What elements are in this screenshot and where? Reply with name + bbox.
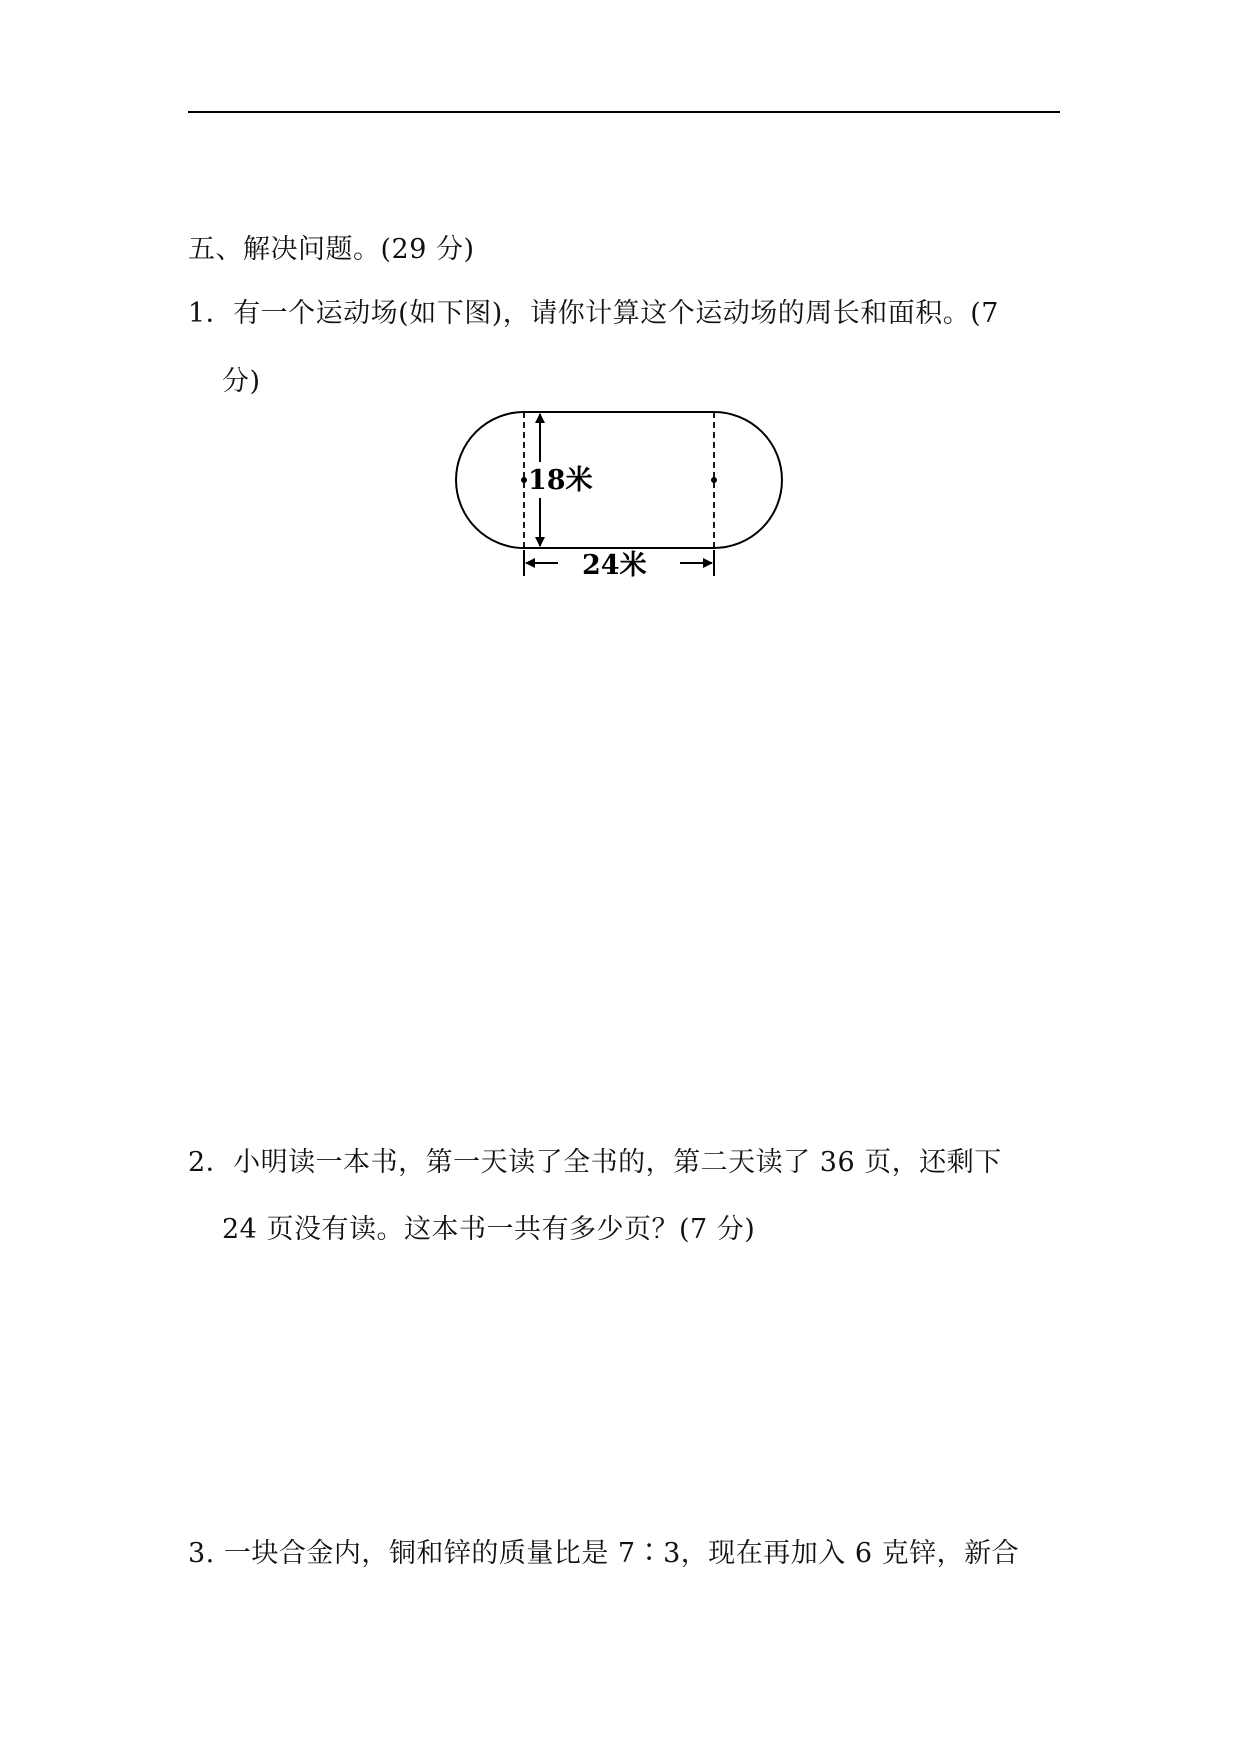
- question-1-text: 1．有一个运动场(如下图)，请你计算这个运动场的周长和面积。(7: [188, 298, 999, 329]
- length-label: 24米: [582, 550, 647, 581]
- left-center-dot: [521, 477, 527, 483]
- header-rule: [188, 111, 1060, 113]
- section-title: 五、解决问题。(29 分): [188, 234, 475, 265]
- question-3-text: 3. 一块合金内，铜和锌的质量比是 7∶3，现在再加入 6 克锌，新合: [188, 1538, 1020, 1569]
- width-label: 18米: [528, 465, 593, 496]
- right-center-dot: [711, 477, 717, 483]
- question-2-text-continued: 24 页没有读。这本书一共有多少页？(7 分): [222, 1214, 756, 1245]
- sports-field-figure: [440, 400, 800, 595]
- track-outline: [456, 412, 782, 548]
- question-2-text: 2．小明读一本书，第一天读了全书的，第二天读了 36 页，还剩下: [188, 1147, 1002, 1178]
- question-1-text-continued: 分): [222, 366, 261, 397]
